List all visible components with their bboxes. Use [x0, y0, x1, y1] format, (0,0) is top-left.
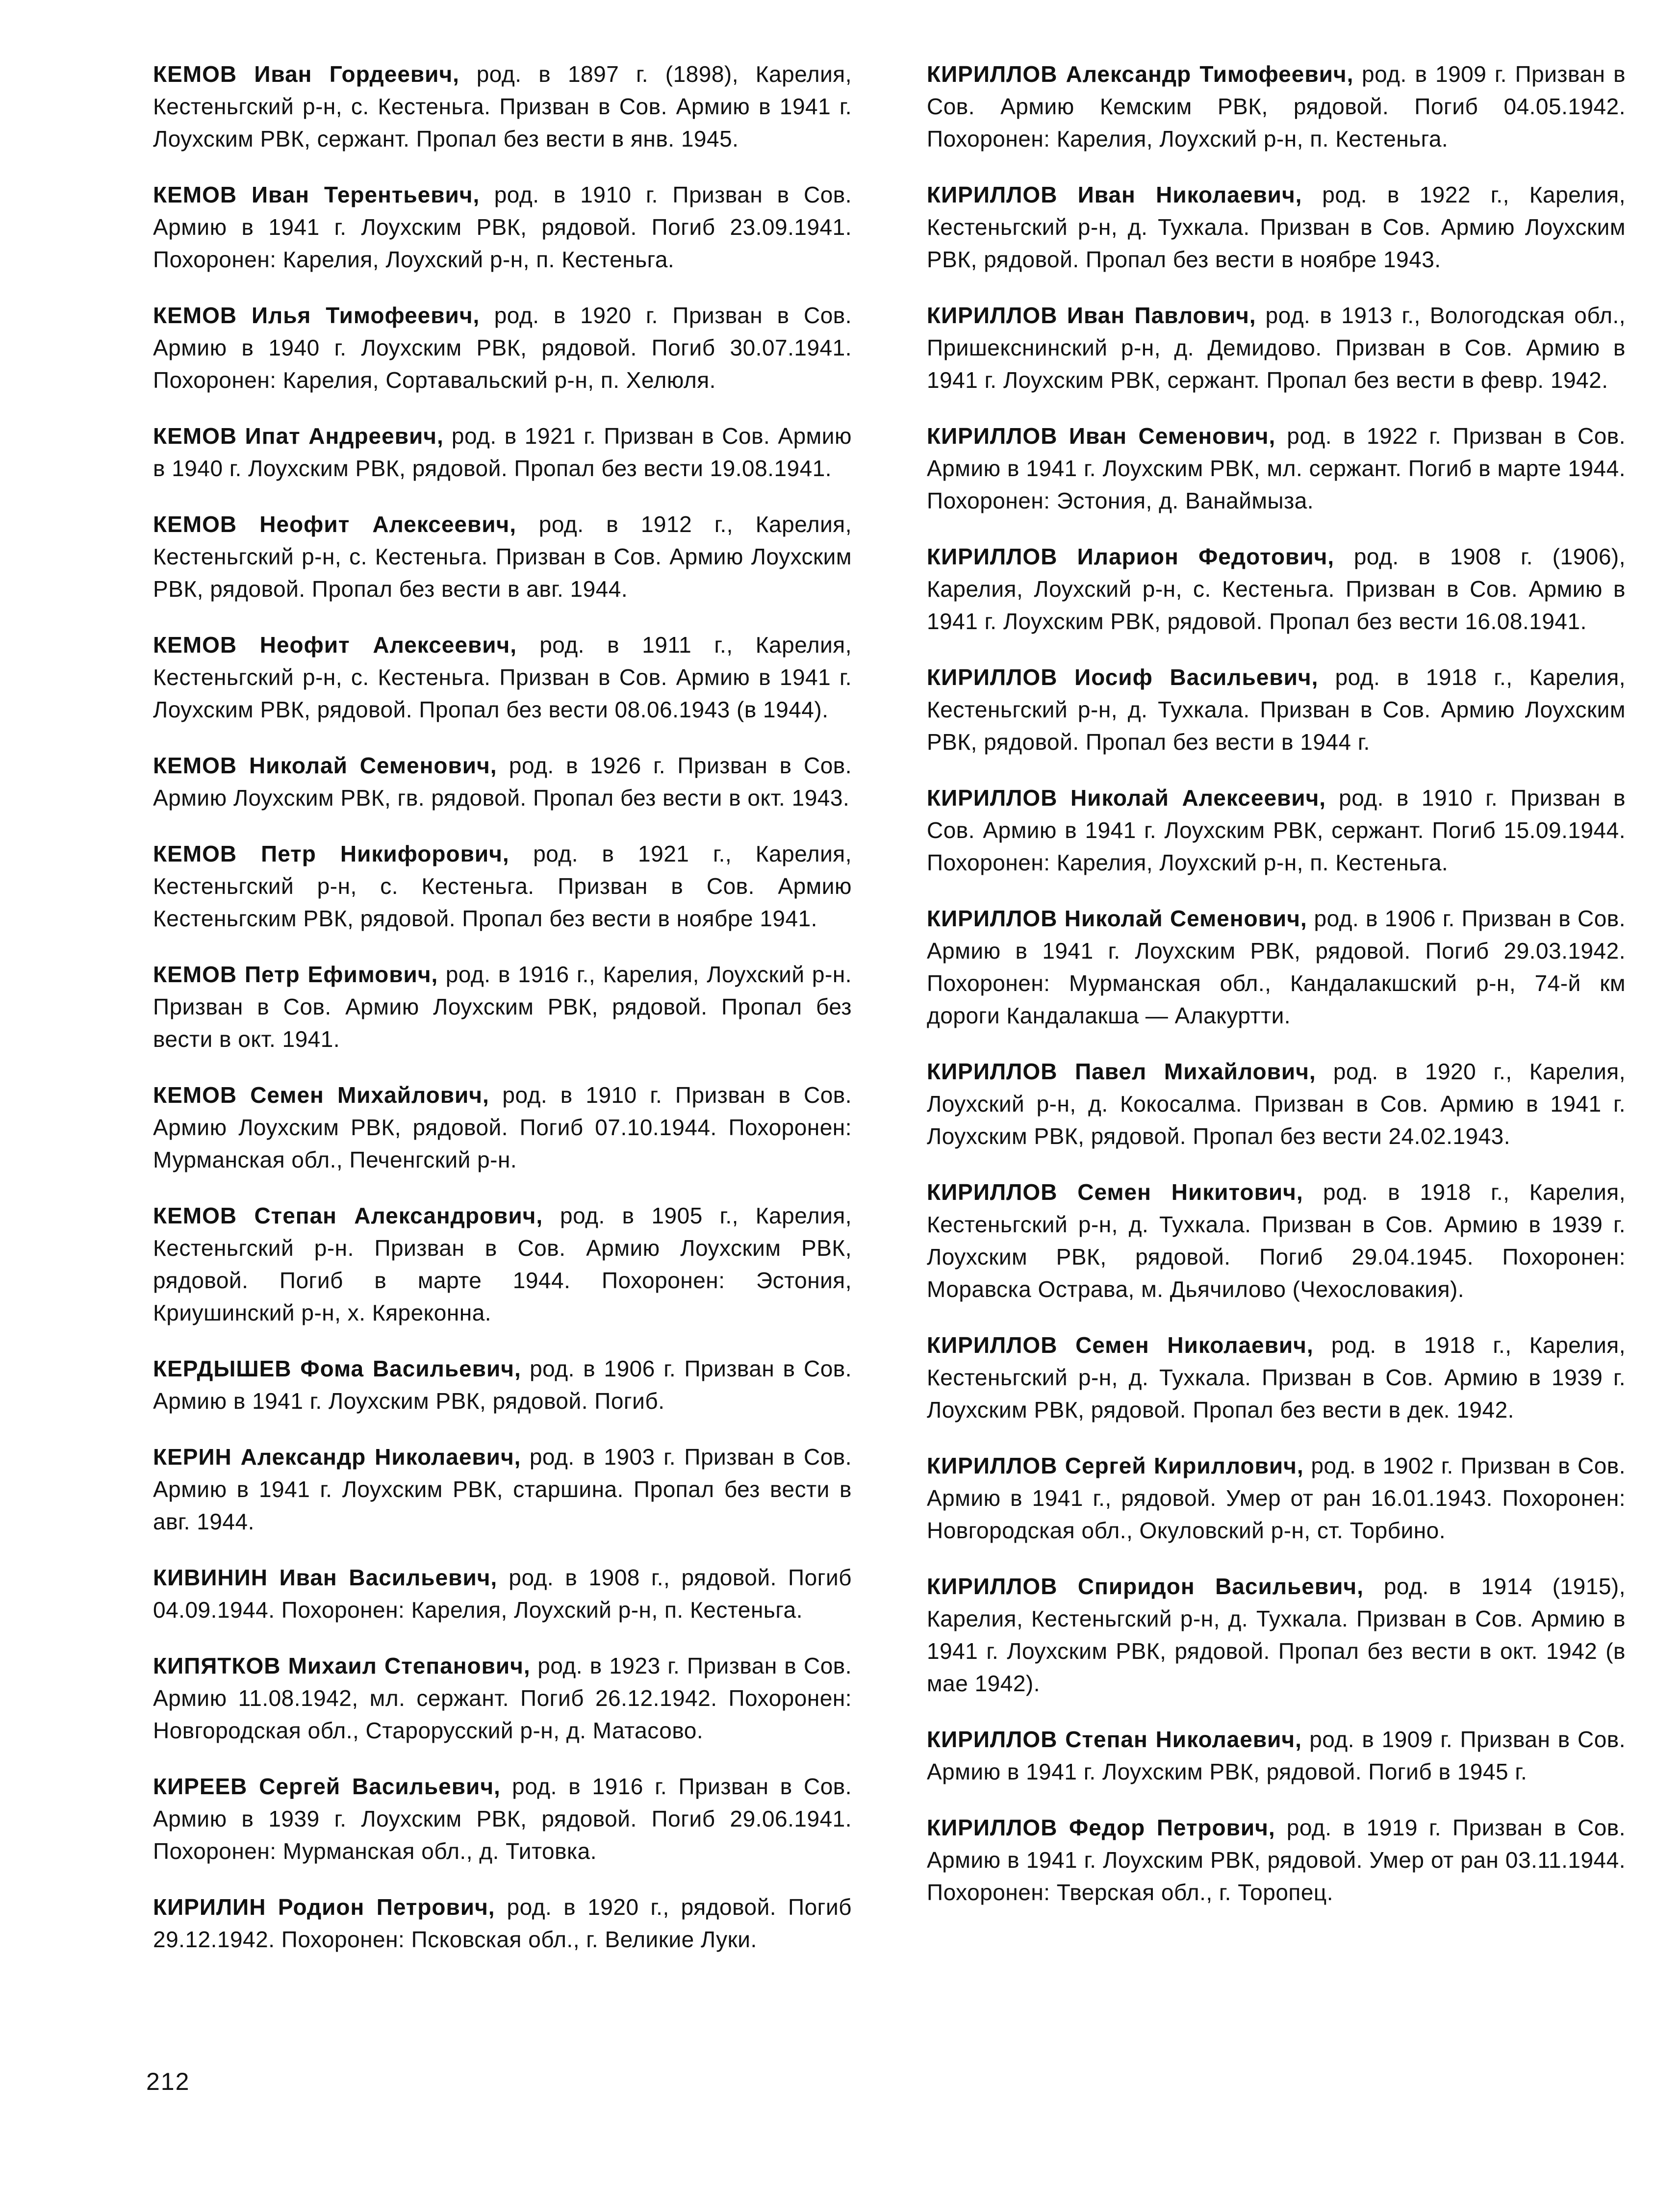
entry-name: КИРИЛЛОВ Александр Тимофеевич,	[927, 61, 1354, 87]
entry-kirillov-nikolai-semenovich	[927, 902, 1626, 1032]
entry-kirillov-semen-nikolaevich	[927, 1329, 1626, 1426]
entry-kemov-ipat	[153, 420, 852, 484]
entry-text: род. в 1913 г., Вологодская обл., Пришекснинский р-н, д. Демидово. Призван в Сов. Армию в 1941 г. Лоухским РВК, сержант. Пропал без вести в февр. 1942.	[927, 303, 1626, 393]
entry-name: КЕМОВ Семен Михайлович,	[153, 1082, 489, 1108]
entry-kemov-nikolai	[153, 749, 852, 814]
entry-kipyatkov-mikhail	[153, 1650, 852, 1747]
entry-name: КЕМОВ Неофит Алексеевич,	[153, 511, 517, 537]
entry-text: род. в 1897 г. (1898), Карелия, Кестеньгский р-н, с. Кестеньга. Призван в Сов. Армию в 1941 г. Лоухским РВК, сержант. Пропал без вести в янв. 1945.	[153, 61, 852, 152]
entry-kemov-ivan-terentievich	[153, 178, 852, 276]
entry-text: род. в 1916 г., Карелия, Лоухский р-н. Призван в Сов. Армию Лоухским РВК, рядовой. Пропал без вести в окт. 1941.	[153, 962, 852, 1052]
entry-text: род. в 1908 г. (1906), Карелия, Лоухский р-н, с. Кестеньга. Призван в Сов. Армию в 1941 г. Лоухским РВК, рядовой. Пропал без вести 16.08.1941.	[927, 544, 1626, 634]
entry-name: КИРИЛЛОВ Николай Алексеевич,	[927, 785, 1326, 811]
entry-name: КИРИЛЛОВ Федор Петрович,	[927, 1815, 1275, 1840]
entry-text: род. в 1922 г., Карелия, Кестеньгский р-н, д. Тухкала. Призван в Сов. Армию Лоухским РВК, рядовой. Пропал без вести в ноябре 1943.	[927, 182, 1626, 272]
entry-name: КЕМОВ Николай Семенович,	[153, 753, 497, 778]
entry-name: КЕМОВ Иван Гордеевич,	[153, 61, 459, 87]
entry-name: КИРИЛИН Родион Петрович,	[153, 1894, 495, 1920]
right-column	[927, 58, 1626, 1932]
entry-name: КЕМОВ Степан Александрович,	[153, 1203, 543, 1228]
page-number: 212	[146, 2068, 190, 2095]
entry-text: род. в 1920 г. Призван в Сов. Армию в 1940 г. Лоухским РВК, рядовой. Погиб 30.07.1941. Похоронен: Карелия, Сортавальский р-н, п. Хелюля.	[153, 303, 852, 393]
entry-name: КИРЕЕВ Сергей Васильевич,	[153, 1774, 501, 1799]
entry-kemov-neofit-1911	[153, 629, 852, 726]
entry-kemov-ilya	[153, 299, 852, 396]
entry-text: род. в 1910 г. Призван в Сов. Армию в 1941 г. Лоухским РВК, сержант. Погиб 15.09.1944. Похоронен: Карелия, Лоухский р-н, п. Кестеньга.	[927, 785, 1626, 875]
entry-name: КИРИЛЛОВ Иван Павлович,	[927, 303, 1256, 328]
entry-name: КИПЯТКОВ Михаил Степанович,	[153, 1653, 531, 1678]
entry-name: КЕМОВ Петр Ефимович,	[153, 962, 438, 987]
entry-kemov-semen	[153, 1079, 852, 1176]
entry-text: род. в 1920 г., рядовой. Погиб 29.12.1942. Похоронен: Псковская обл., г. Великие Луки.	[153, 1894, 852, 1952]
entry-kemov-petr-nikiforovich	[153, 838, 852, 935]
entry-text: род. в 1918 г., Карелия, Кестеньгский р-н, д. Тухкала. Призван в Сов. Армию в 1939 г. Лоухским РВК, рядовой. Пропал без вести в дек. 1942.	[927, 1332, 1626, 1423]
entry-kirillov-nikolai-alekseevich	[927, 782, 1626, 879]
entry-name: КИРИЛЛОВ Павел Михайлович,	[927, 1059, 1316, 1084]
entry-text: род. в 1921 г. Призван в Сов. Армию в 1940 г. Лоухским РВК, рядовой. Пропал без вести 19.08.1941.	[153, 423, 852, 481]
entry-kemov-stepan	[153, 1199, 852, 1329]
entry-kirillov-pavel	[927, 1055, 1626, 1152]
entry-name: КИРИЛЛОВ Степан Николаевич,	[927, 1727, 1302, 1752]
entry-text: род. в 1909 г. Призван в Сов. Армию Кемским РВК, рядовой. Погиб 04.05.1942. Похоронен: Карелия, Лоухский р-н, п. Кестеньга.	[927, 61, 1626, 152]
entry-text: род. в 1914 (1915), Карелия, Кестеньгский р-н, д. Тухкала. Призван в Сов. Армию в 1941 г. Лоухским РВК, рядовой. Пропал без вести в окт. 1942 (в мае 1942).	[927, 1574, 1626, 1696]
entry-kirillov-ilarion	[927, 540, 1626, 637]
entry-name: КИРИЛЛОВ Иосиф Васильевич,	[927, 664, 1319, 690]
entry-kirillov-alexandr	[927, 58, 1626, 155]
entry-kemov-petr-efimovich	[153, 958, 852, 1055]
entry-kirillov-ivan-nikolaevich	[927, 178, 1626, 276]
entry-kirillov-stepan	[927, 1723, 1626, 1788]
entry-text: род. в 1902 г. Призван в Сов. Армию в 1941 г., рядовой. Умер от ран 16.01.1943. Похоронен: Новгородская обл., Окуловский р-н, ст. Торбино.	[927, 1453, 1626, 1543]
entry-name: КЕРДЫШЕВ Фома Васильевич,	[153, 1356, 521, 1381]
entry-name: КЕМОВ Илья Тимофеевич,	[153, 303, 480, 328]
entry-name: КИРИЛЛОВ Спиридон Васильевич,	[927, 1574, 1364, 1599]
entry-name: КИРИЛЛОВ Иларион Федотович,	[927, 544, 1335, 569]
entry-kireev-sergei	[153, 1770, 852, 1867]
entry-kirillov-semen-nikitovich	[927, 1176, 1626, 1305]
entry-name: КИВИНИН Иван Васильевич,	[153, 1565, 498, 1590]
entry-name: КЕМОВ Иван Терентьевич,	[153, 182, 480, 207]
entry-text: род. в 1926 г. Призван в Сов. Армию Лоухским РВК, гв. рядовой. Пропал без вести в окт. 1943.	[153, 753, 852, 811]
entry-name: КИРИЛЛОВ Иван Николаевич,	[927, 182, 1302, 207]
entry-text: род. в 1919 г. Призван в Сов. Армию в 1941 г. Лоухским РВК, рядовой. Умер от ран 03.11.1944. Похоронен: Тверская обл., г. Торопец.	[927, 1815, 1626, 1905]
entry-text: род. в 1910 г. Призван в Сов. Армию Лоухским РВК, рядовой. Погиб 07.10.1944. Похоронен: Мурманская обл., Печенгский р-н.	[153, 1082, 852, 1172]
entry-kirillov-fedor	[927, 1811, 1626, 1908]
entry-name: КИРИЛЛОВ Иван Семенович,	[927, 423, 1276, 449]
entry-name: КЕМОВ Неофит Алексеевич,	[153, 632, 517, 658]
entry-kirilin-rodion	[153, 1891, 852, 1956]
entry-name: КЕМОВ Ипат Андреевич,	[153, 423, 444, 449]
entry-text: род. в 1910 г. Призван в Сов. Армию в 1941 г. Лоухским РВК, рядовой. Погиб 23.09.1941. Похоронен: Карелия, Лоухский р-н, п. Кестеньга.	[153, 182, 852, 272]
entry-text: род. в 1912 г., Карелия, Кестеньгский р-н, с. Кестеньга. Призван в Сов. Армию Лоухским РВК, рядовой. Пропал без вести в авг. 1944.	[153, 511, 852, 602]
entry-kirillov-ivan-semenovich	[927, 420, 1626, 517]
entry-text: род. в 1911 г., Карелия, Кестеньгский р-н, с. Кестеньга. Призван в Сов. Армию в 1941 г. Лоухским РВК, рядовой. Пропал без вести 08.06.1943 (в 1944).	[153, 632, 852, 722]
entry-text: род. в 1906 г. Призван в Сов. Армию в 1941 г. Лоухским РВК, рядовой. Погиб 29.03.1942. Похоронен: Мурманская обл., Кандалакшский р-н, 74-й км дороги Кандалакша — Алакуртти.	[927, 906, 1626, 1028]
entry-kemov-neofit-1912	[153, 508, 852, 605]
entry-text: род. в 1903 г. Призван в Сов. Армию в 1941 г. Лоухским РВК, старшина. Пропал без вести в авг. 1944.	[153, 1444, 852, 1534]
entry-text: род. в 1923 г. Призван в Сов. Армию 11.08.1942, мл. сержант. Погиб 26.12.1942. Похоронен: Новгородская обл., Старорусский р-н, д. Матасово.	[153, 1653, 852, 1743]
entry-kirillov-ivan-pavlovich	[927, 299, 1626, 396]
left-column	[153, 58, 852, 1979]
entry-text: род. в 1908 г., рядовой. Погиб 04.09.1944. Похоронен: Карелия, Лоухский р-н, п. Кестеньга.	[153, 1565, 852, 1623]
entry-kirillov-sergei	[927, 1449, 1626, 1547]
entry-text: род. в 1909 г. Призван в Сов. Армию в 1941 г. Лоухским РВК, рядовой. Погиб в 1945 г.	[927, 1727, 1626, 1784]
entry-text: род. в 1920 г., Карелия, Лоухский р-н, д. Кокосалма. Призван в Сов. Армию в 1941 г. Лоухским РВК, рядовой. Пропал без вести 24.02.1943.	[927, 1059, 1626, 1149]
entry-kirillov-spiridon	[927, 1570, 1626, 1700]
entry-text: род. в 1921 г., Карелия, Кестеньгский р-н, с. Кестеньга. Призван в Сов. Армию Кестеньгским РВК, рядовой. Пропал без вести в ноябре 1941.	[153, 841, 852, 931]
entry-text: род. в 1905 г., Карелия, Кестеньгский р-н. Призван в Сов. Армию Лоухским РВК, рядовой. Погиб в марте 1944. Похоронен: Эстония, Криушинский р-н, х. Кяреконна.	[153, 1203, 852, 1325]
entry-text: род. в 1922 г. Призван в Сов. Армию в 1941 г. Лоухским РВК, мл. сержант. Погиб в марте 1944. Похоронен: Эстония, д. Ванаймыза.	[927, 423, 1626, 513]
entry-text: род. в 1906 г. Призван в Сов. Армию в 1941 г. Лоухским РВК, рядовой. Погиб.	[153, 1356, 852, 1414]
entry-name: КЕМОВ Петр Никифорович,	[153, 841, 509, 866]
entry-name: КИРИЛЛОВ Семен Никитович,	[927, 1179, 1303, 1205]
entry-name: КИРИЛЛОВ Сергей Кириллович,	[927, 1453, 1304, 1478]
entry-text: род. в 1918 г., Карелия, Кестеньгский р-н, д. Тухкала. Призван в Сов. Армию в 1939 г. Лоухским РВК, рядовой. Погиб 29.04.1945. Похоронен: Моравска Острава, м. Дьячилово (Чехословакия).	[927, 1179, 1626, 1302]
entry-kerdyshev-foma	[153, 1352, 852, 1417]
entry-name: КЕРИН Александр Николаевич,	[153, 1444, 521, 1470]
entry-text: род. в 1916 г. Призван в Сов. Армию в 1939 г. Лоухским РВК, рядовой. Погиб 29.06.1941. Похоронен: Мурманская обл., д. Титовка.	[153, 1774, 852, 1864]
entry-kivinin-ivan	[153, 1561, 852, 1626]
entry-name: КИРИЛЛОВ Николай Семенович,	[927, 906, 1307, 931]
entry-name: КИРИЛЛОВ Семен Николаевич,	[927, 1332, 1314, 1358]
entry-text: род. в 1918 г., Карелия, Кестеньгский р-н, д. Тухкала. Призван в Сов. Армию Лоухским РВК, рядовой. Пропал без вести в 1944 г.	[927, 664, 1626, 755]
entry-kemov-ivan-gordeevich	[153, 58, 852, 155]
entry-kirillov-iosif	[927, 661, 1626, 758]
entry-kerin-alexandr	[153, 1441, 852, 1538]
